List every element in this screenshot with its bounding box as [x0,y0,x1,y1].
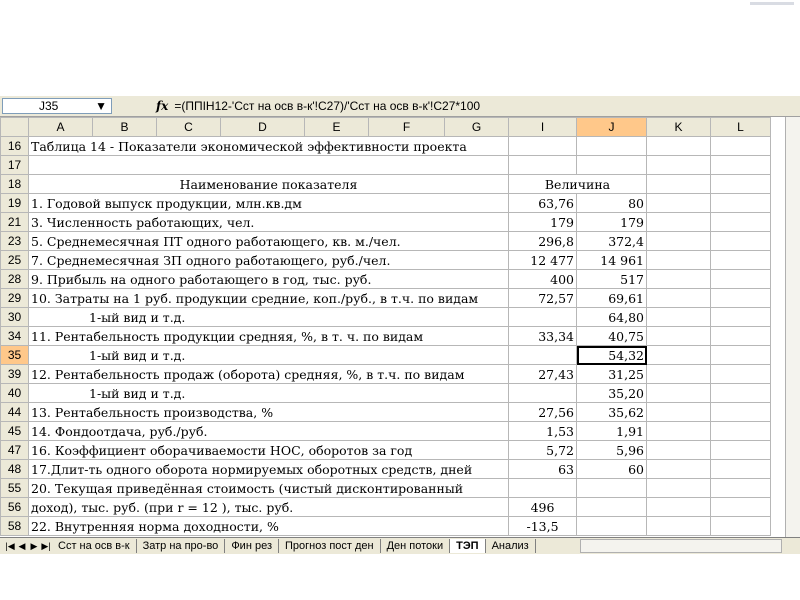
cell-L[interactable] [711,213,771,232]
indicator-label[interactable]: 12. Рентабельность продаж (оборота) средняя, %, в т.ч. по видам [29,365,509,384]
row-header[interactable]: 56 [1,498,29,517]
cell-ref: J35 [39,99,59,113]
indicator-label[interactable]: 13. Рентабельность производства, % [29,403,509,422]
cell-I[interactable]: 296,8 [509,232,577,251]
table-row [1,365,771,384]
row-header[interactable]: 58 [1,517,29,536]
cell-I[interactable]: -13,5 [509,517,577,536]
cell-L[interactable] [711,194,771,213]
cell-I[interactable] [509,156,577,175]
row-header[interactable]: 29 [1,289,29,308]
cell-L[interactable] [711,308,771,327]
prev-sheet-icon[interactable]: ◀ [18,540,26,551]
table-row [1,441,771,460]
cell-K[interactable] [647,365,711,384]
table-row [1,403,771,422]
cell-I[interactable]: 496 [509,498,577,517]
cell-K[interactable] [647,460,711,479]
cell-L[interactable] [711,251,771,270]
indicator-label[interactable]: 16. Коэффициент оборачиваемости НОС, оборотов за год [29,441,509,460]
indicator-label[interactable]: 5. Среднемесячная ПТ одного работающего, кв. м./чел. [29,232,509,251]
formula-bar [0,96,800,117]
table-row [1,384,771,403]
cell-K[interactable] [647,175,711,194]
cell-J[interactable] [577,479,647,498]
row-header[interactable]: 48 [1,460,29,479]
cell-L[interactable] [711,156,771,175]
cell-J[interactable]: 517 [577,270,647,289]
indicator-label[interactable]: 1. Годовой выпуск продукции, млн.кв.дм [29,194,509,213]
cell-K[interactable] [647,213,711,232]
sheet-tabs [52,539,536,553]
cell-L[interactable] [711,517,771,536]
cell-J[interactable]: 54,32 [577,346,647,365]
cell-K[interactable] [647,270,711,289]
cell-I[interactable]: 179 [509,213,577,232]
sheet-tab[interactable]: Затр на про-во [137,539,226,553]
table-row [1,175,771,194]
cell-I[interactable]: 400 [509,270,577,289]
table-row [1,346,771,365]
indicator-label[interactable]: 17.Длит-ть одного оборота нормируемых оборотных средств, дней [29,460,509,479]
cell-J[interactable] [577,517,647,536]
select-all-corner[interactable] [1,118,29,137]
cell-J[interactable]: 372,4 [577,232,647,251]
table-row [1,460,771,479]
cell-J[interactable]: 69,61 [577,289,647,308]
indicator-label[interactable]: 10. Затраты на 1 руб. продукции средние, коп./руб., в т.ч. по видам [29,289,509,308]
table-row [1,232,771,251]
cell-J[interactable]: 35,62 [577,403,647,422]
sheet-tab[interactable]: Анализ [486,539,536,553]
cell-K[interactable] [647,137,711,156]
cell-K[interactable] [647,441,711,460]
cell-L[interactable] [711,384,771,403]
column-header-D[interactable]: D [221,118,305,137]
cell-J[interactable]: 80 [577,194,647,213]
indicator-label[interactable]: Наименование показателя [29,175,509,194]
cell-K[interactable] [647,498,711,517]
cell-L[interactable] [711,422,771,441]
chevron-down-icon[interactable]: ▼ [95,99,107,113]
indicator-label[interactable]: 14. Фондоотдача, руб./руб. [29,422,509,441]
row-header[interactable]: 45 [1,422,29,441]
row-header[interactable]: 39 [1,365,29,384]
table-row [1,213,771,232]
cell-L[interactable] [711,346,771,365]
row-header[interactable]: 23 [1,232,29,251]
sheet-tab[interactable]: Прогноз пост ден [279,539,381,553]
cell-J[interactable]: 179 [577,213,647,232]
cell-K[interactable] [647,308,711,327]
window-corner-mark [750,2,794,5]
column-header-K[interactable]: K [647,118,711,137]
sheet-tab[interactable]: Ден потоки [381,539,451,553]
table-row [1,194,771,213]
indicator-label[interactable]: Таблица 14 - Показатели экономической эффективности проекта [29,137,509,156]
row-header[interactable]: 28 [1,270,29,289]
cell-K[interactable] [647,384,711,403]
table-row [1,479,771,498]
tab-navigation [4,541,52,552]
cell-I[interactable] [509,384,577,403]
row-header[interactable]: 18 [1,175,29,194]
next-sheet-icon[interactable]: ▶ [30,540,38,551]
table-row [1,137,771,156]
row-header[interactable]: 19 [1,194,29,213]
row-header[interactable]: 35 [1,346,29,365]
cell-K[interactable] [647,251,711,270]
row-header[interactable]: 16 [1,137,29,156]
row-header[interactable]: 55 [1,479,29,498]
cell-I[interactable]: 72,57 [509,289,577,308]
indicator-label[interactable]: доход), тыс. руб. (при r = 12 ), тыс. руб. [29,498,509,517]
column-header-I[interactable]: I [509,118,577,137]
horizontal-scrollbar[interactable] [580,539,782,553]
cell-I[interactable] [509,137,577,156]
cell-L[interactable] [711,441,771,460]
cell-I[interactable]: 5,72 [509,441,577,460]
cell-K[interactable] [647,403,711,422]
row-header[interactable]: 47 [1,441,29,460]
cell-I[interactable]: Величина [509,175,647,194]
cell-L[interactable] [711,327,771,346]
cell-L[interactable] [711,232,771,251]
first-sheet-icon[interactable]: |◀ [5,540,15,551]
indicator-label[interactable]: 7. Среднемесячная ЗП одного работающего, руб./чел. [29,251,509,270]
cell-L[interactable] [711,498,771,517]
vertical-scrollbar[interactable] [785,117,800,537]
column-header-J[interactable]: J [577,118,647,137]
column-header-L[interactable]: L [711,118,771,137]
indicator-label[interactable]: 11. Рентабельность продукции средняя, %, в т. ч. по видам [29,327,509,346]
cell-K[interactable] [647,289,711,308]
cell-J[interactable]: 14 961 [577,251,647,270]
table-row [1,270,771,289]
cell-L[interactable] [711,175,771,194]
column-header-C[interactable]: C [157,118,221,137]
indicator-label[interactable]: 9. Прибыль на одного работающего в год, тыс. руб. [29,270,509,289]
cell-L[interactable] [711,137,771,156]
table-row [1,308,771,327]
cell-K[interactable] [647,422,711,441]
row-header[interactable]: 17 [1,156,29,175]
row-header[interactable]: 25 [1,251,29,270]
cell-J[interactable]: 35,20 [577,384,647,403]
cell-K[interactable] [647,327,711,346]
row-header[interactable]: 30 [1,308,29,327]
table-row [1,498,771,517]
cell-K[interactable] [647,479,711,498]
sheet-tab[interactable]: ТЭП [450,539,485,553]
table-row [1,517,771,536]
cell-J[interactable]: 1,91 [577,422,647,441]
table-row [1,327,771,346]
cell-J[interactable]: 60 [577,460,647,479]
column-header-B[interactable]: B [93,118,157,137]
last-sheet-icon[interactable]: ▶| [41,540,51,551]
row-header[interactable]: 34 [1,327,29,346]
sheet-tab-bar [0,537,800,554]
cell-J[interactable]: 5,96 [577,441,647,460]
indicator-label[interactable]: 3. Численность работающих, чел. [29,213,509,232]
cell-I[interactable]: 63 [509,460,577,479]
cell-I[interactable]: 33,34 [509,327,577,346]
formula-input[interactable]: =(ППIН12-'Сст на осв в-к'!C27)/'Сст на осв в-к'!C27*100 [174,99,481,113]
table-row [1,289,771,308]
cell-L[interactable] [711,365,771,384]
cell-I[interactable] [509,346,577,365]
cell-I[interactable]: 27,43 [509,365,577,384]
cell-L[interactable] [711,270,771,289]
indicator-label[interactable]: 22. Внутренняя норма доходности, % [29,517,509,536]
cell-J[interactable] [577,156,647,175]
cell-K[interactable] [647,156,711,175]
cell-K[interactable] [647,517,711,536]
indicator-label[interactable] [29,156,509,175]
sheet-tab[interactable]: Фин рез [225,539,279,553]
cell-K[interactable] [647,346,711,365]
row-header[interactable]: 21 [1,213,29,232]
indicator-label[interactable]: 20. Текущая приведённая стоимость (чистый дисконтированный [29,479,509,498]
column-header-E[interactable]: E [305,118,369,137]
column-header-A[interactable]: A [29,118,93,137]
name-box[interactable] [2,98,112,114]
cell-K[interactable] [647,232,711,251]
table-row [1,156,771,175]
cell-I[interactable] [509,308,577,327]
cell-J[interactable]: 64,80 [577,308,647,327]
fx-icon[interactable]: fx [156,99,169,113]
cell-L[interactable] [711,460,771,479]
app-top-area [0,0,800,96]
cell-I[interactable]: 12 477 [509,251,577,270]
indicator-label[interactable]: 1-ый вид и т.д. [29,308,509,327]
table-row [1,251,771,270]
cell-I[interactable]: 27,56 [509,403,577,422]
table-row [1,422,771,441]
column-header-G[interactable]: G [445,118,509,137]
cell-I[interactable]: 63,76 [509,194,577,213]
spreadsheet-grid[interactable] [0,117,800,537]
cell-I[interactable]: 1,53 [509,422,577,441]
indicator-label[interactable]: 1-ый вид и т.д. [29,346,509,365]
cell-J[interactable] [577,137,647,156]
cell-J[interactable]: 31,25 [577,365,647,384]
cell-L[interactable] [711,479,771,498]
column-header-row [1,118,771,137]
column-header-F[interactable]: F [369,118,445,137]
cell-I[interactable] [509,479,577,498]
cell-L[interactable] [711,403,771,422]
cell-J[interactable]: 40,75 [577,327,647,346]
indicator-label[interactable]: 1-ый вид и т.д. [29,384,509,403]
cell-L[interactable] [711,289,771,308]
cell-K[interactable] [647,194,711,213]
cell-J[interactable] [577,498,647,517]
row-header[interactable]: 40 [1,384,29,403]
row-header[interactable]: 44 [1,403,29,422]
sheet-tab[interactable]: Сст на осв в-к [52,539,137,553]
